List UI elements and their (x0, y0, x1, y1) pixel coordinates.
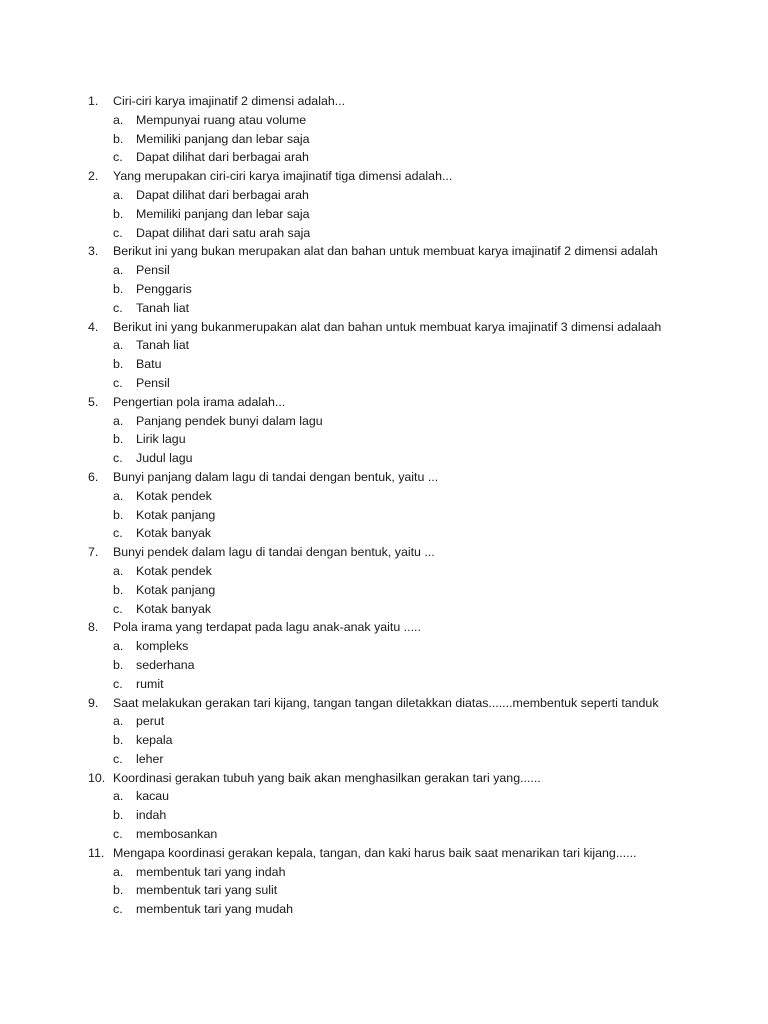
option-text: Judul lagu (136, 451, 193, 466)
answer-option (88, 637, 758, 656)
answer-option (88, 148, 758, 167)
question-text: Yang merupakan ciri-ciri karya imajinatif tiga dimensi adalah... (113, 169, 453, 184)
option-letter: a. (113, 338, 124, 353)
option-letter: c. (113, 902, 123, 917)
question-number: 11. (88, 845, 105, 860)
option-letter: b. (113, 657, 124, 672)
option-letter: c. (113, 451, 123, 466)
answer-option (88, 900, 758, 919)
question-item (88, 694, 758, 769)
question-text: Koordinasi gerakan tubuh yang baik akan menghasilkan gerakan tari yang...... (113, 770, 541, 785)
option-text: Batu (136, 357, 162, 372)
option-text: kompleks (136, 639, 189, 654)
question-line (88, 393, 758, 412)
option-letter: b. (113, 883, 124, 898)
answer-option (88, 863, 758, 882)
option-letter: a. (113, 864, 124, 879)
option-text: Dapat dilihat dari satu arah saja (136, 225, 311, 240)
question-text: Bunyi panjang dalam lagu di tandai dengan bentuk, yaitu ... (113, 469, 439, 484)
answer-option (88, 280, 758, 299)
option-text: leher (136, 751, 164, 766)
answer-option (88, 750, 758, 769)
option-text: Kotak banyak (136, 526, 212, 541)
question-item (88, 393, 758, 468)
question-item (88, 92, 758, 167)
answer-option (88, 261, 758, 280)
question-line (88, 468, 758, 487)
option-letter: b. (113, 733, 124, 748)
option-letter: b. (113, 582, 124, 597)
option-text: sederhana (136, 657, 195, 672)
question-line (88, 844, 758, 863)
option-text: rumit (136, 676, 164, 691)
option-letter: a. (113, 488, 124, 503)
option-text: membentuk tari yang mudah (136, 902, 294, 917)
question-item (88, 618, 758, 693)
option-text: indah (136, 808, 167, 823)
option-letter: a. (113, 187, 124, 202)
answer-option (88, 787, 758, 806)
option-text: Kotak banyak (136, 601, 212, 616)
option-text: Kotak pendek (136, 563, 212, 578)
option-letter: c. (113, 300, 123, 315)
question-text: Pola irama yang terdapat pada lagu anak-anak yaitu ..... (113, 620, 421, 635)
answer-option (88, 581, 758, 600)
option-text: membosankan (136, 827, 218, 842)
option-letter: a. (113, 413, 124, 428)
option-letter: c. (113, 225, 123, 240)
question-number: 7. (88, 545, 99, 560)
question-text: Ciri-ciri karya imajinatif 2 dimensi adalah... (113, 94, 346, 108)
answer-option (88, 355, 758, 374)
option-letter: a. (113, 112, 124, 127)
question-text: Berikut ini yang bukan merupakan alat dan bahan untuk membuat karya imajinatif 2 dimensi adalah (113, 244, 658, 259)
question-item (88, 318, 758, 393)
option-letter: b. (113, 206, 124, 221)
option-letter: c. (113, 526, 123, 541)
answer-option (88, 111, 758, 130)
option-text: kepala (136, 733, 173, 748)
answer-option (88, 562, 758, 581)
option-text: membentuk tari yang indah (136, 864, 286, 879)
question-number: 2. (88, 169, 99, 184)
option-letter: a. (113, 714, 124, 729)
question-number: 4. (88, 319, 99, 334)
question-line (88, 618, 758, 637)
question-item (88, 769, 758, 844)
question-line (88, 694, 758, 713)
question-text: Berikut ini yang bukanmerupakan alat dan bahan untuk membuat karya imajinatif 3 dimensi adalaah (113, 319, 662, 334)
question-line (88, 242, 758, 261)
option-text: Tanah liat (136, 300, 190, 315)
option-text: Kotak panjang (136, 507, 216, 522)
option-letter: b. (113, 131, 124, 146)
option-letter: b. (113, 281, 124, 296)
option-letter: a. (113, 639, 124, 654)
option-text: Panjang pendek bunyi dalam lagu (136, 413, 323, 428)
question-item (88, 242, 758, 317)
option-letter: c. (113, 751, 123, 766)
answer-option (88, 224, 758, 243)
answer-option (88, 600, 758, 619)
option-text: Kotak panjang (136, 582, 216, 597)
answer-option (88, 186, 758, 205)
answer-option (88, 712, 758, 731)
option-letter: b. (113, 808, 124, 823)
question-number: 1. (88, 94, 99, 108)
option-text: Penggaris (136, 281, 192, 296)
question-list (88, 92, 758, 919)
answer-option (88, 825, 758, 844)
option-letter: a. (113, 563, 124, 578)
question-line (88, 92, 758, 111)
option-text: Kotak pendek (136, 488, 212, 503)
question-number: 3. (88, 244, 99, 259)
option-text: membentuk tari yang sulit (136, 883, 278, 898)
question-text: Saat melakukan gerakan tari kijang, tangan tangan diletakkan diatas.......membentuk seperti tanduk (113, 695, 659, 710)
question-line (88, 318, 758, 337)
question-line (88, 167, 758, 186)
answer-option (88, 205, 758, 224)
question-text: Bunyi pendek dalam lagu di tandai dengan bentuk, yaitu ... (113, 545, 435, 560)
option-letter: b. (113, 357, 124, 372)
option-letter: c. (113, 676, 123, 691)
answer-option (88, 412, 758, 431)
answer-option (88, 524, 758, 543)
answer-option (88, 374, 758, 393)
answer-option (88, 299, 758, 318)
answer-option (88, 336, 758, 355)
option-text: Dapat dilihat dari berbagai arah (136, 187, 309, 202)
answer-option (88, 656, 758, 675)
option-text: Memiliki panjang dan lebar saja (136, 206, 310, 221)
option-letter: a. (113, 789, 124, 804)
answer-option (88, 806, 758, 825)
option-letter: b. (113, 432, 124, 447)
option-text: perut (136, 714, 165, 729)
question-text: Pengertian pola irama adalah... (113, 394, 286, 409)
question-number: 10. (88, 770, 106, 785)
answer-option (88, 506, 758, 525)
option-letter: c. (113, 601, 123, 616)
option-text: Pensil (136, 263, 170, 278)
answer-option (88, 881, 758, 900)
question-number: 5. (88, 394, 99, 409)
answer-option (88, 731, 758, 750)
option-text: Mempunyai ruang atau volume (136, 112, 307, 127)
question-item (88, 468, 758, 543)
option-text: Memiliki panjang dan lebar saja (136, 131, 310, 146)
question-item (88, 543, 758, 618)
option-text: Dapat dilihat dari berbagai arah (136, 150, 309, 165)
question-number: 8. (88, 620, 99, 635)
option-letter: b. (113, 507, 124, 522)
question-text: Mengapa koordinasi gerakan kepala, tangan, dan kaki harus baik saat menarikan tari kijang...... (113, 845, 637, 860)
answer-option (88, 430, 758, 449)
option-text: Tanah liat (136, 338, 190, 353)
answer-option (88, 487, 758, 506)
option-text: Pensil (136, 375, 170, 390)
option-text: kacau (136, 789, 170, 804)
answer-option (88, 675, 758, 694)
question-line (88, 769, 758, 788)
question-item (88, 167, 758, 242)
option-text: Lirik lagu (136, 432, 186, 447)
option-letter: c. (113, 827, 123, 842)
option-letter: c. (113, 375, 123, 390)
answer-option (88, 449, 758, 468)
question-number: 9. (88, 695, 99, 710)
question-item (88, 844, 758, 919)
answer-option (88, 130, 758, 149)
option-letter: c. (113, 150, 123, 165)
option-letter: a. (113, 263, 124, 278)
question-line (88, 543, 758, 562)
question-number: 6. (88, 469, 99, 484)
